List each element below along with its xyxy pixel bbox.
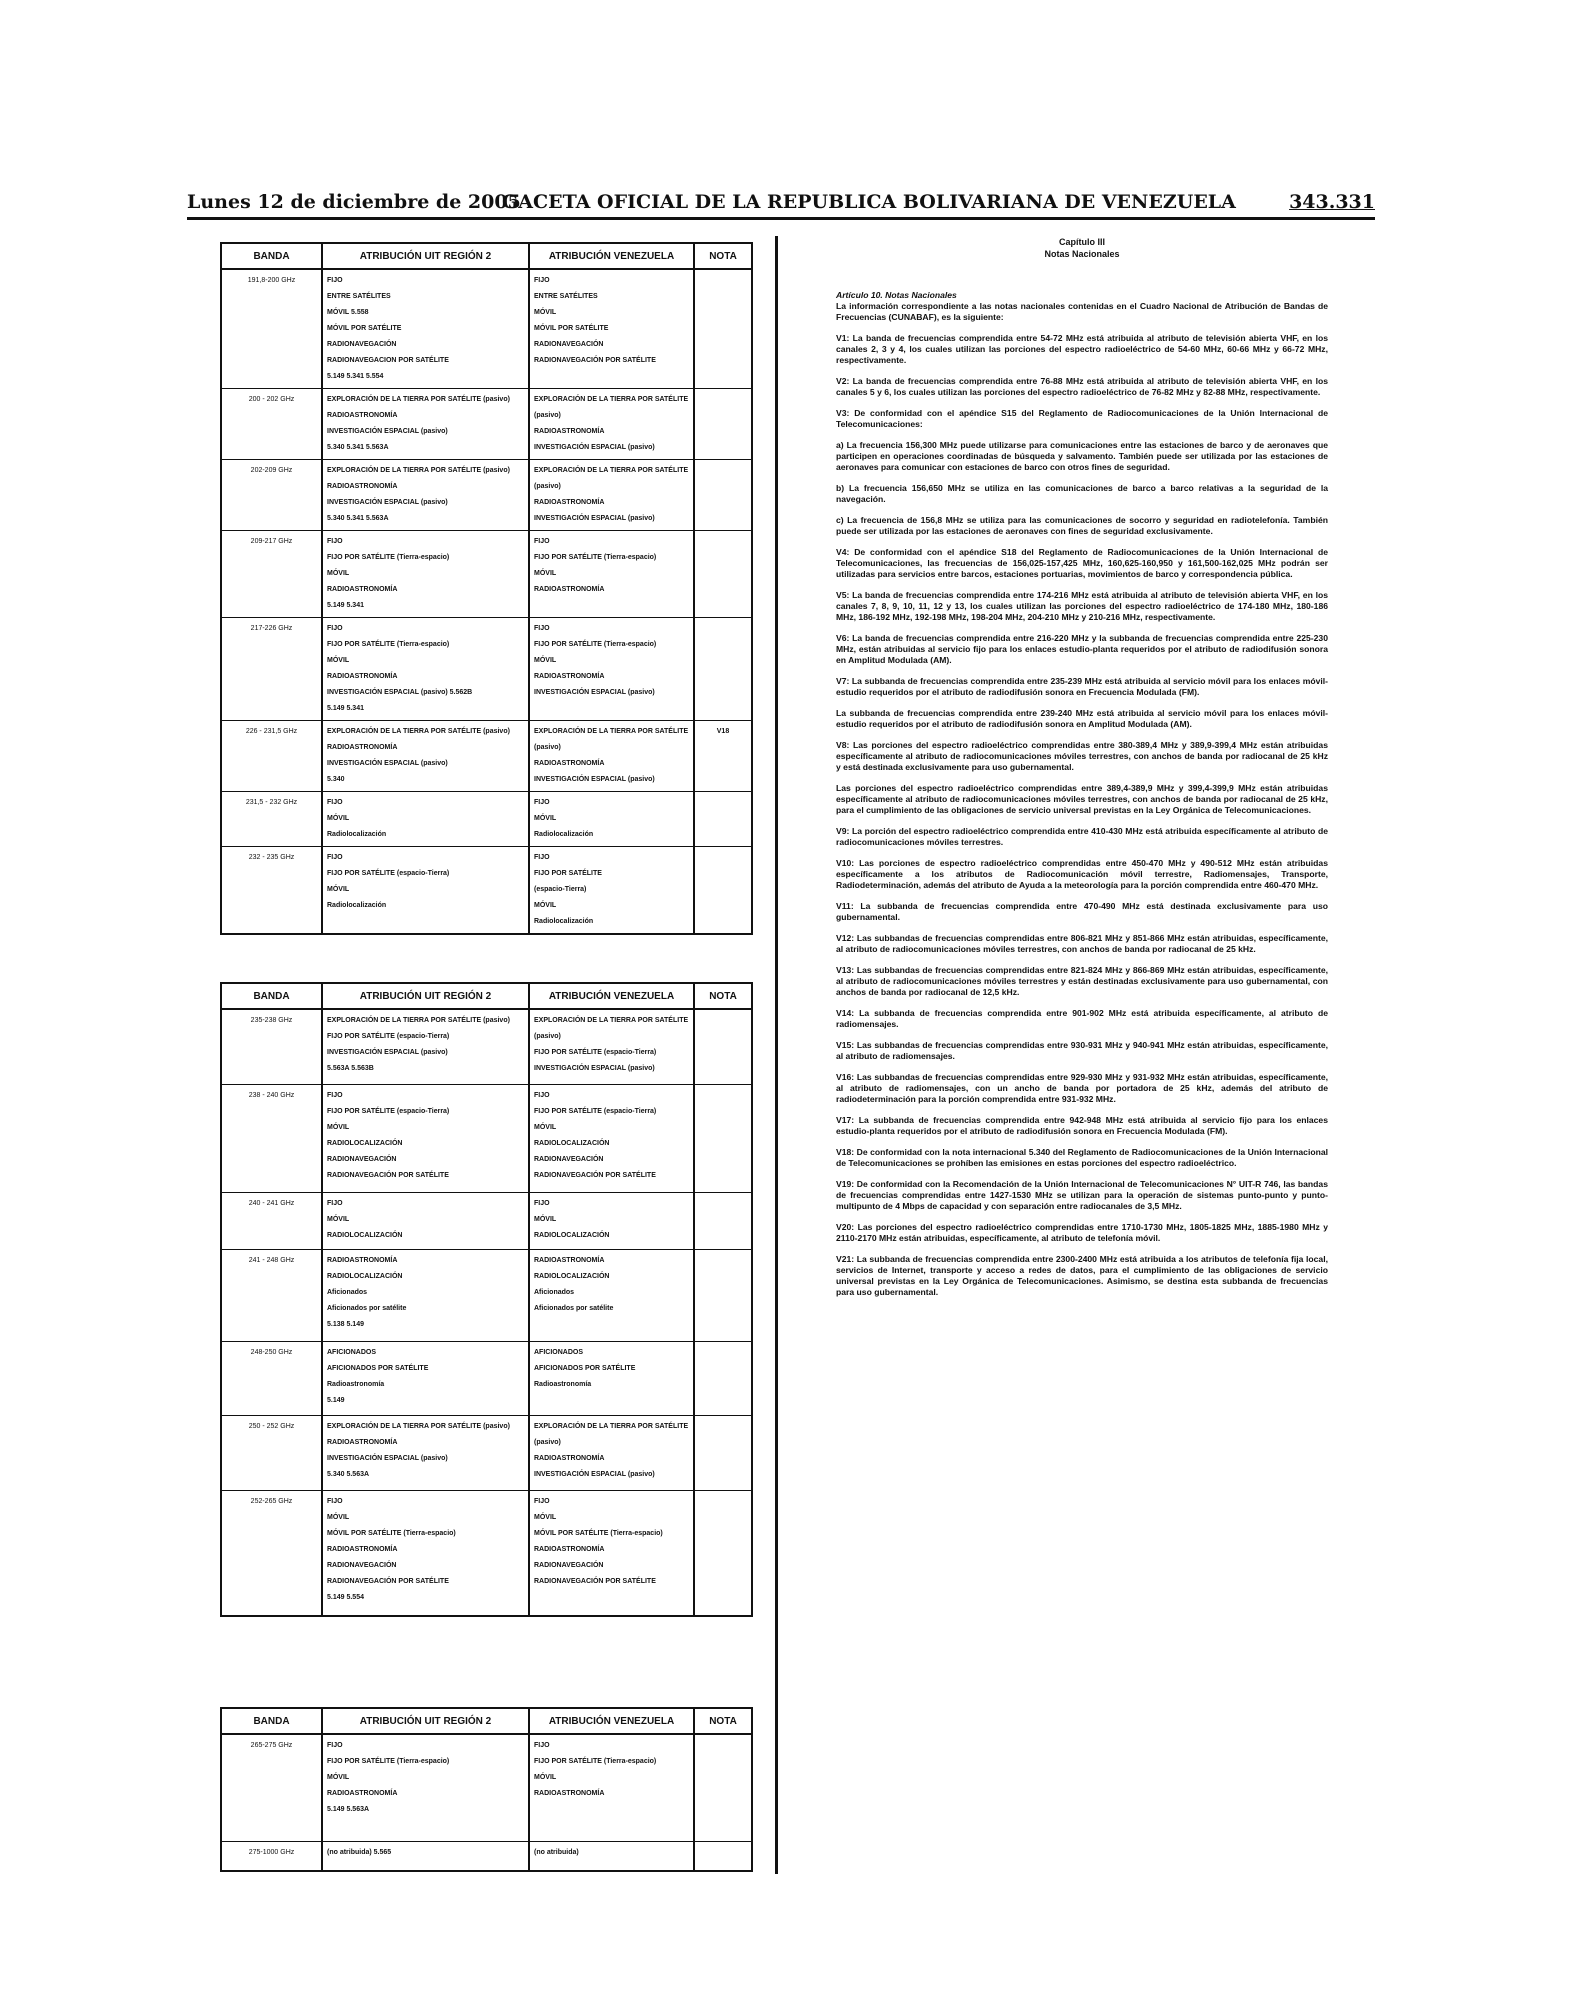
band-cell: 217-226 GHz: [221, 618, 322, 721]
article-intro: La información correspondiente a las notas nacionales contenidas en el Cuadro Nacional de Atribución de Bandas de Frecuencias (CUNABAF), es la siguiente:: [836, 301, 1328, 322]
allocation-line: MÓVIL: [327, 1123, 350, 1131]
band-cell: 235-238 GHz: [221, 1009, 322, 1084]
allocation-line: MÓVIL: [534, 1215, 557, 1223]
nota-cell: [694, 269, 752, 389]
table-row: [221, 1084, 752, 1192]
allocation-line: 5.149: [327, 1396, 345, 1404]
col-header-nota: NOTA: [694, 1708, 752, 1734]
allocation-line: RADIONAVEGACION POR SATÉLITE: [327, 357, 449, 364]
allocation-line: Radioastronomía: [534, 1380, 592, 1388]
note-paragraph: a) La frecuencia 156,300 MHz puede utilizarse para comunicaciones entre las estaciones de barco y de aeronaves que participen en operaciones coordinadas de búsqueda y salvamento. También puede ser utilizada por las estaciones de aeronaves para comunicar con estaciones de barco con otros fines de seguridad.: [836, 440, 1328, 472]
allocation-line: RADIOLOCALIZACIÓN: [534, 1231, 610, 1239]
table-row: [221, 531, 752, 618]
allocation-line: RADIOLOCALIZACIÓN: [534, 1273, 610, 1281]
allocation-line: RADIOASTRONOMÍA: [327, 412, 398, 419]
allocation-line: EXPLORACIÓN DE LA TIERRA POR SATÉLITE (pasivo): [534, 396, 689, 419]
allocation-line: RADIONAVEGACIÓN: [327, 1561, 397, 1569]
allocation-line: FIJO: [534, 1091, 550, 1099]
allocation-line: RADIOASTRONOMÍA: [534, 760, 605, 767]
note-paragraph: c) La frecuencia de 156,8 MHz se utiliza para las comunicaciones de socorro y seguridad en radiotelefonía. También puede ser utilizada por las estaciones de aeronaves con fines de seguridad exclusivamente.: [836, 515, 1328, 536]
article-title: Artículo 10. Notas Nacionales: [836, 290, 957, 300]
col-header-band: BANDA: [221, 243, 322, 269]
col-header-vzla: ATRIBUCIÓN VENEZUELA: [529, 243, 694, 269]
allocation-line: 5.149 5.563A: [327, 1806, 370, 1813]
allocation-line: FIJO POR SATÉLITE (espacio-Tierra): [327, 1033, 450, 1040]
uit-allocation-cell: [322, 460, 529, 531]
table-row: [221, 618, 752, 721]
allocation-line: AFICIONADOS: [327, 1348, 376, 1356]
allocation-line: FIJO POR SATÉLITE (espacio-Tierra): [534, 1049, 657, 1056]
allocation-line: FIJO: [534, 277, 550, 284]
nota-cell: [694, 1009, 752, 1084]
col-header-vzla: ATRIBUCIÓN VENEZUELA: [529, 1708, 694, 1734]
band-cell: 226 - 231,5 GHz: [221, 721, 322, 792]
allocation-line: 5.563A 5.563B: [327, 1065, 374, 1072]
allocation-line: 5.340 5.563A: [327, 1471, 370, 1479]
venezuela-allocation-cell: [529, 1009, 694, 1084]
col-header-uit: ATRIBUCIÓN UIT REGIÓN 2: [322, 983, 529, 1009]
band-cell: 250 - 252 GHz: [221, 1416, 322, 1491]
header-date: Lunes 12 de diciembre de 2005: [187, 191, 521, 213]
allocation-line: INVESTIGACIÓN ESPACIAL (pasivo) 5.562B: [327, 689, 473, 696]
allocation-line: RADIOLOCALIZACIÓN: [327, 1273, 403, 1281]
article-block: [836, 290, 1328, 323]
allocation-line: MÓVIL: [534, 1774, 557, 1781]
allocation-line: RADIOASTRONOMÍA: [534, 1257, 605, 1265]
uit-allocation-cell: [322, 1084, 529, 1192]
allocation-line: FIJO POR SATÉLITE: [534, 870, 602, 877]
table-row: [221, 847, 752, 935]
venezuela-allocation-cell: [529, 269, 694, 389]
allocation-line: MÓVIL POR SATÉLITE (Tierra-espacio): [327, 1529, 456, 1537]
table-row: [221, 1416, 752, 1491]
allocation-line: FIJO POR SATÉLITE (Tierra-espacio): [534, 1758, 657, 1765]
allocation-line: FIJO POR SATÉLITE (Tierra-espacio): [534, 641, 657, 648]
allocation-line: EXPLORACIÓN DE LA TIERRA POR SATÉLITE (pasivo): [534, 728, 689, 751]
allocation-line: MÓVIL: [534, 657, 557, 664]
note-paragraph: V7: La subbanda de frecuencias comprendida entre 235-239 MHz está atribuida al servicio móvil para los enlaces móvil-estudio requeridos por el atributo de radiodifusión sonora en Frecuencia Modulada (FM).: [836, 676, 1328, 697]
column-divider: [775, 236, 778, 1874]
allocation-line: MÓVIL POR SATÉLITE: [327, 325, 402, 332]
table-row: [221, 389, 752, 460]
allocation-line: RADIOASTRONOMÍA: [327, 1439, 398, 1447]
allocation-line: FIJO POR SATÉLITE (Tierra-espacio): [327, 554, 450, 561]
col-header-vzla: ATRIBUCIÓN VENEZUELA: [529, 983, 694, 1009]
allocation-line: AFICIONADOS POR SATÉLITE: [534, 1364, 636, 1372]
venezuela-allocation-cell: [529, 1341, 694, 1416]
table-header-row: [221, 243, 752, 269]
allocation-line: RADIOASTRONOMÍA: [327, 1257, 398, 1265]
allocation-line: MÓVIL: [534, 902, 557, 909]
allocation-line: INVESTIGACIÓN ESPACIAL (pasivo): [327, 1455, 448, 1463]
allocation-line: FIJO: [534, 1199, 550, 1207]
uit-allocation-cell: [322, 792, 529, 847]
band-table-1: [220, 242, 753, 935]
band-cell: 248-250 GHz: [221, 1341, 322, 1416]
nota-cell: [694, 1084, 752, 1192]
venezuela-allocation-cell: [529, 1842, 694, 1871]
allocation-line: Radiolocalización: [327, 831, 387, 838]
allocation-line: Radiolocalización: [327, 902, 387, 909]
uit-allocation-cell: [322, 1416, 529, 1491]
allocation-line: MÓVIL: [534, 1123, 557, 1131]
table-row: [221, 792, 752, 847]
allocation-line: RADIOASTRONOMÍA: [534, 586, 605, 593]
band-cell: 275-1000 GHz: [221, 1842, 322, 1871]
allocation-line: MÓVIL: [534, 570, 557, 577]
note-paragraph: b) La frecuencia 156,650 MHz se utiliza en las comunicaciones de barco a barco relativas a la seguridad de la navegación.: [836, 483, 1328, 504]
allocation-line: RADIONAVEGACIÓN: [534, 1155, 604, 1163]
allocation-line: FIJO POR SATÉLITE (Tierra-espacio): [327, 1758, 450, 1765]
venezuela-allocation-cell: [529, 1250, 694, 1341]
note-paragraph: V10: Las porciones de espectro radioeléctrico comprendidas entre 450-470 MHz y 490-512 MHz están atribuidas específicamente a los atributos de Radiocomunicación móvil terrestre, Radiomensajes, Transporte, Radiodeterminación, además del atributo de Ayuda a la meteorología para la porción comprendida entre 460-470 MHz.: [836, 858, 1328, 890]
uit-allocation-cell: [322, 847, 529, 935]
venezuela-allocation-cell: [529, 618, 694, 721]
note-paragraph: V16: Las subbandas de frecuencias comprendidas entre 929-930 MHz y 931-932 MHz están atribuidas, específicamente, al atributo de radiomensajes, con un ancho de banda por portadora de 25 kHz, además del atributo de radiodeterminación para la porción comprendida entre 931-932 MHz.: [836, 1072, 1328, 1104]
nota-cell: [694, 1250, 752, 1341]
col-header-uit: ATRIBUCIÓN UIT REGIÓN 2: [322, 243, 529, 269]
uit-allocation-cell: [322, 1341, 529, 1416]
note-paragraph: V12: Las subbandas de frecuencias comprendidas entre 806-821 MHz y 851-866 MHz están atribuidas, específicamente, al atributo de radiocomunicaciones móviles terrestres, con anchos de banda por radiocanal de 25 kHz.: [836, 933, 1328, 954]
chapter-subtitle: Notas Nacionales: [1044, 249, 1120, 259]
allocation-line: INVESTIGACIÓN ESPACIAL (pasivo): [327, 499, 448, 506]
venezuela-allocation-cell: [529, 1734, 694, 1842]
allocation-line: EXPLORACIÓN DE LA TIERRA POR SATÉLITE (pasivo): [327, 396, 510, 403]
allocation-line: ENTRE SATÉLITES: [327, 293, 391, 300]
note-paragraph: V1: La banda de frecuencias comprendida entre 54-72 MHz está atribuida al atributo de televisión abierta VHF, en los canales 2, 3 y 4, los cuales utilizan las porciones del espectro radioeléctrico de 54-60 MHz, 60-66 MHz y 66-72 MHz, respectivamente.: [836, 333, 1328, 365]
note-paragraph: Las porciones del espectro radioeléctrico comprendidas entre 389,4-389,9 MHz y 399,4-399,9 MHz están atribuidas específicamente al atributo de radiocomunicaciones móviles terrestres, con anchos de banda por radiocanal de 25 kHz, para el cumplimiento de las obligaciones de servicio universal previstas en la Ley Orgánica de Telecomunicaciones.: [836, 783, 1328, 815]
allocation-line: AFICIONADOS: [534, 1348, 583, 1356]
allocation-line: EXPLORACIÓN DE LA TIERRA POR SATÉLITE (pasivo): [534, 1423, 689, 1447]
allocation-line: FIJO: [534, 538, 550, 545]
nota-cell: [694, 1416, 752, 1491]
note-paragraph: La subbanda de frecuencias comprendida entre 239-240 MHz está atribuida al servicio móvil para los enlaces móvil-estudio requeridos por el atributo de radiodifusión sonora en Amplitud Modulada (AM).: [836, 708, 1328, 729]
allocation-line: Aficionados: [327, 1289, 368, 1297]
note-paragraph: V8: Las porciones del espectro radioeléctrico comprendidas entre 380-389,4 MHz y 389,9-399,4 MHz están atribuidas específicamente al atributo de radiocomunicaciones móviles terrestres, con anchos de banda por radiocanal de 25 kHz y está destinada exclusivamente para uso gubernamental.: [836, 740, 1328, 772]
note-paragraphs: [836, 333, 1328, 1298]
note-paragraph: V18: De conformidad con la nota internacional 5.340 del Reglamento de Radiocomunicaciones de la Unión Internacional de Telecomunicaciones se prohíben las emisiones en estas porciones del espectro radioeléctrico.: [836, 1147, 1328, 1168]
table-row: [221, 1341, 752, 1416]
uit-allocation-cell: [322, 721, 529, 792]
allocation-line: FIJO POR SATÉLITE (Tierra-espacio): [534, 554, 657, 561]
allocation-line: 5.340 5.341 5.563A: [327, 444, 389, 451]
allocation-line: INVESTIGACIÓN ESPACIAL (pasivo): [327, 1049, 448, 1056]
band-table-2: [220, 982, 753, 1617]
allocation-line: FIJO: [327, 1091, 343, 1099]
col-header-uit: ATRIBUCIÓN UIT REGIÓN 2: [322, 1708, 529, 1734]
allocation-line: RADIOASTRONOMÍA: [327, 586, 398, 593]
note-paragraph: V19: De conformidad con la Recomendación de la Unión Internacional de Telecomunicaciones N° UIT-R 746, las bandas de frecuencias comprendidas entre 1427-1530 MHz se utilizan para la operación de sistemas punto-punto y punto-multipunto de 4 Mbps de capacidad y con separación entre radiocanales de 3,5 MHz.: [836, 1179, 1328, 1211]
venezuela-allocation-cell: [529, 460, 694, 531]
venezuela-allocation-cell: [529, 792, 694, 847]
table-row: [221, 1192, 752, 1250]
venezuela-allocation-cell: [529, 721, 694, 792]
venezuela-allocation-cell: [529, 1192, 694, 1250]
allocation-line: MÓVIL POR SATÉLITE: [534, 325, 609, 332]
allocation-line: 5.149 5.341: [327, 705, 364, 712]
nota-cell: [694, 1341, 752, 1416]
allocation-line: RADIONAVEGACIÓN POR SATÉLITE: [327, 1577, 449, 1585]
allocation-line: RADIOASTRONOMÍA: [534, 499, 605, 506]
table-row: [221, 1009, 752, 1084]
allocation-line: MÓVIL: [327, 815, 350, 822]
allocation-line: INVESTIGACIÓN ESPACIAL (pasivo): [327, 428, 448, 435]
allocation-line: Radioastronomía: [327, 1380, 385, 1388]
band-cell: 202-209 GHz: [221, 460, 322, 531]
note-paragraph: V11: La subbanda de frecuencias comprendida entre 470-490 MHz está destinada exclusivamente para uso gubernamental.: [836, 901, 1328, 922]
chapter-title: Capítulo III: [1059, 237, 1105, 247]
allocation-line: RADIOASTRONOMÍA: [534, 673, 605, 680]
band-cell: 238 - 240 GHz: [221, 1084, 322, 1192]
allocation-line: MÓVIL: [327, 1215, 350, 1223]
allocation-line: RADIOLOCALIZACIÓN: [327, 1139, 403, 1147]
allocation-line: FIJO POR SATÉLITE (espacio-Tierra): [327, 870, 450, 877]
allocation-line: MÓVIL: [327, 1774, 350, 1781]
allocation-line: EXPLORACIÓN DE LA TIERRA POR SATÉLITE (pasivo): [327, 1423, 510, 1431]
venezuela-allocation-cell: [529, 847, 694, 935]
allocation-line: EXPLORACIÓN DE LA TIERRA POR SATÉLITE (pasivo): [327, 1017, 510, 1024]
band-cell: 200 - 202 GHz: [221, 389, 322, 460]
header-page-number: 343.331: [1289, 191, 1375, 213]
band-cell: 191,8-200 GHz: [221, 269, 322, 389]
allocation-line: INVESTIGACIÓN ESPACIAL (pasivo): [534, 1471, 655, 1479]
col-header-nota: NOTA: [694, 983, 752, 1009]
nota-cell: [694, 460, 752, 531]
table-row: [221, 1490, 752, 1616]
uit-allocation-cell: [322, 531, 529, 618]
allocation-line: RADIONAVEGACIÓN POR SATÉLITE: [534, 1171, 656, 1179]
col-header-band: BANDA: [221, 983, 322, 1009]
allocation-line: FIJO: [327, 538, 343, 545]
allocation-line: MÓVIL: [327, 886, 350, 893]
allocation-line: RADIOASTRONOMÍA: [534, 1545, 605, 1553]
allocation-line: FIJO: [327, 1199, 343, 1207]
allocation-line: INVESTIGACIÓN ESPACIAL (pasivo): [534, 515, 655, 522]
uit-allocation-cell: [322, 269, 529, 389]
page-header: [187, 187, 1375, 220]
allocation-line: INVESTIGACIÓN ESPACIAL (pasivo): [534, 444, 655, 451]
allocation-line: RADIONAVEGACIÓN: [534, 1561, 604, 1569]
uit-allocation-cell: [322, 1490, 529, 1616]
allocation-line: FIJO: [534, 1497, 550, 1505]
nota-cell: [694, 1734, 752, 1842]
allocation-line: MÓVIL: [327, 570, 350, 577]
allocation-line: 5.138 5.149: [327, 1321, 364, 1329]
allocation-line: RADIOLOCALIZACIÓN: [534, 1139, 610, 1147]
note-paragraph: V20: Las porciones del espectro radioeléctrico comprendidas entre 1710-1730 MHz, 1805-1825 MHz, 1885-1980 MHz y 2110-2170 MHz están atribuidas, específicamente, al atributo de telefonía móvil.: [836, 1222, 1328, 1243]
header-title: GACETA OFICIAL DE LA REPUBLICA BOLIVARIANA DE VENEZUELA: [502, 191, 1236, 213]
note-paragraph: V5: La banda de frecuencias comprendida entre 174-216 MHz está atribuida al atributo de televisión abierta VHF, en los canales 7, 8, 9, 10, 11, 12 y 13, los cuales utilizan las porciones del espectro radioeléctrico de 174-180 MHz, 180-186 MHz, 186-192 MHz, 192-198 MHz, 198-204 MHz, 204-210 MHz y 210-216 MHz, respectivamente.: [836, 590, 1328, 622]
allocation-line: FIJO POR SATÉLITE (espacio-Tierra): [534, 1107, 657, 1115]
allocation-line: 5.149 5.341 5.554: [327, 373, 384, 380]
allocation-line: FIJO: [534, 625, 550, 632]
allocation-line: MÓVIL POR SATÉLITE (Tierra-espacio): [534, 1529, 663, 1537]
allocation-line: INVESTIGACIÓN ESPACIAL (pasivo): [327, 760, 448, 767]
venezuela-allocation-cell: [529, 1084, 694, 1192]
note-paragraph: V9: La porción del espectro radioeléctrico comprendida entre 410-430 MHz está atribuida específicamente al atributo de radiocomunicaciones móviles terrestres.: [836, 826, 1328, 847]
col-header-nota: NOTA: [694, 243, 752, 269]
uit-allocation-cell: [322, 1009, 529, 1084]
band-cell: 209-217 GHz: [221, 531, 322, 618]
nota-cell: [694, 792, 752, 847]
venezuela-allocation-cell: [529, 1416, 694, 1491]
table-row: [221, 721, 752, 792]
note-paragraph: V13: Las subbandas de frecuencias comprendidas entre 821-824 MHz y 866-869 MHz están atribuidas, específicamente, al atributo de radiocomunicaciones móviles terrestres y están destinadas exclusivamente para uso gubernamental, con anchos de banda por radiocanal de 12,5 kHz.: [836, 965, 1328, 997]
allocation-line: MÓVIL: [327, 657, 350, 664]
allocation-line: EXPLORACIÓN DE LA TIERRA POR SATÉLITE (pasivo): [534, 1017, 689, 1040]
allocation-line: RADIONAVEGACIÓN POR SATÉLITE: [327, 1171, 449, 1179]
allocation-line: MÓVIL: [534, 309, 557, 316]
allocation-line: RADIOASTRONOMÍA: [327, 1545, 398, 1553]
band-cell: 265-275 GHz: [221, 1734, 322, 1842]
allocation-line: RADIOASTRONOMÍA: [534, 1790, 605, 1797]
allocation-line: RADIOASTRONOMÍA: [534, 428, 605, 435]
allocation-line: RADIOASTRONOMÍA: [534, 1455, 605, 1463]
band-cell: 240 - 241 GHz: [221, 1192, 322, 1250]
allocation-line: FIJO: [327, 854, 343, 861]
allocation-line: Radiolocalización: [534, 831, 594, 838]
band-cell: 252-265 GHz: [221, 1490, 322, 1616]
allocation-line: RADIONAVEGACIÓN: [327, 1155, 397, 1163]
note-paragraph: V3: De conformidad con el apéndice S15 del Reglamento de Radiocomunicaciones de la Unión Internacional de Telecomunicaciones:: [836, 408, 1328, 429]
table-row: [221, 269, 752, 389]
allocation-line: FIJO POR SATÉLITE (espacio-Tierra): [327, 1107, 450, 1115]
allocation-line: 5.149 5.554: [327, 1593, 364, 1601]
venezuela-allocation-cell: [529, 531, 694, 618]
band-cell: 241 - 248 GHz: [221, 1250, 322, 1341]
uit-allocation-cell: [322, 389, 529, 460]
note-paragraph: V15: Las subbandas de frecuencias comprendidas entre 930-931 MHz y 940-941 MHz están atribuidas, específicamente, al atributo de radiomensajes.: [836, 1040, 1328, 1061]
nota-cell: [694, 847, 752, 935]
band-table-3: [220, 1707, 753, 1872]
allocation-line: 5.149 5.341: [327, 602, 364, 609]
allocation-line: EXPLORACIÓN DE LA TIERRA POR SATÉLITE (pasivo): [327, 467, 510, 474]
allocation-line: RADIONAVEGACIÓN: [534, 341, 604, 348]
venezuela-allocation-cell: [529, 1490, 694, 1616]
allocation-line: RADIOASTRONOMÍA: [327, 744, 398, 751]
allocation-line: Radiolocalización: [534, 918, 594, 925]
allocation-line: Aficionados por satélite: [534, 1305, 614, 1313]
uit-allocation-cell: [322, 1250, 529, 1341]
nota-cell: [694, 1490, 752, 1616]
allocation-line: FIJO: [534, 799, 550, 806]
allocation-line: MÓVIL: [534, 1513, 557, 1521]
uit-allocation-cell: [322, 618, 529, 721]
allocation-line: INVESTIGACIÓN ESPACIAL (pasivo): [534, 689, 655, 696]
table-header-row: [221, 983, 752, 1009]
nota-cell: [694, 1192, 752, 1250]
uit-allocation-cell: [322, 1192, 529, 1250]
note-paragraph: V14: La subbanda de frecuencias comprendida entre 901-902 MHz está atribuida específicamente, al atributo de radiomensajes.: [836, 1008, 1328, 1029]
nota-cell: [694, 389, 752, 460]
col-header-band: BANDA: [221, 1708, 322, 1734]
venezuela-allocation-cell: [529, 389, 694, 460]
note-paragraph: V4: De conformidad con el apéndice S18 del Reglamento de Radiocomunicaciones de la Unión Internacional de Telecomunicaciones, las frecuencias de 156,025-157,425 MHz, 160,625-160,950 y 161,500-162,025 MHz podrán ser utilizadas para servicios entre barcos, estaciones portuarias, movimientos de barco y correspondencia pública.: [836, 547, 1328, 579]
allocation-line: Aficionados: [534, 1289, 575, 1297]
allocation-line: RADIONAVEGACIÓN POR SATÉLITE: [534, 357, 656, 364]
allocation-line: (no atribuida) 5.565: [327, 1849, 392, 1857]
allocation-line: (espacio-Tierra): [534, 886, 587, 893]
allocation-line: FIJO: [327, 277, 343, 284]
allocation-line: MÓVIL: [534, 815, 557, 822]
note-paragraph: V21: La subbanda de frecuencias comprendida entre 2300-2400 MHz está atribuida a los atributos de telefonía fija local, servicios de Internet, transporte y acceso a redes de datos, para el cumplimiento de las obligaciones de servicio universal previstas en la Ley Orgánica de Telecomunicaciones. Asimismo, se destina esta subbanda de frecuencias para uso gubernamental.: [836, 1254, 1328, 1297]
table-row: [221, 460, 752, 531]
table-row: [221, 1734, 752, 1842]
nota-cell: [694, 1842, 752, 1871]
allocation-line: AFICIONADOS POR SATÉLITE: [327, 1364, 429, 1372]
uit-allocation-cell: [322, 1734, 529, 1842]
allocation-line: RADIONAVEGACIÓN POR SATÉLITE: [534, 1577, 656, 1585]
allocation-line: FIJO: [327, 1497, 343, 1505]
allocation-line: EXPLORACIÓN DE LA TIERRA POR SATÉLITE (pasivo): [327, 728, 510, 735]
table-row: [221, 1842, 752, 1871]
allocation-line: FIJO: [534, 1742, 550, 1749]
allocation-line: RADIOASTRONOMÍA: [327, 483, 398, 490]
allocation-line: MÓVIL: [327, 1513, 350, 1521]
allocation-line: FIJO: [327, 625, 343, 632]
allocation-line: RADIONAVEGACIÓN: [327, 341, 397, 348]
band-cell: 231,5 - 232 GHz: [221, 792, 322, 847]
allocation-line: FIJO: [327, 1742, 343, 1749]
nota-cell: V18: [694, 721, 752, 792]
note-paragraph: V17: La subbanda de frecuencias comprendida entre 942-948 MHz está atribuida al servicio fijo para los enlaces estudio-planta requeridos por el atributo de radiodifusión sonora en Frecuencia Modulada (FM).: [836, 1115, 1328, 1136]
allocation-line: INVESTIGACIÓN ESPACIAL (pasivo): [534, 1065, 655, 1072]
allocation-line: FIJO: [327, 799, 343, 806]
uit-allocation-cell: [322, 1842, 529, 1871]
allocation-line: (no atribuida): [534, 1849, 579, 1857]
allocation-line: EXPLORACIÓN DE LA TIERRA POR SATÉLITE (pasivo): [534, 467, 689, 490]
table-header-row: [221, 1708, 752, 1734]
allocation-line: RADIOASTRONOMÍA: [327, 1790, 398, 1797]
nota-cell: [694, 618, 752, 721]
band-cell: 232 - 235 GHz: [221, 847, 322, 935]
allocation-line: RADIOASTRONOMÍA: [327, 673, 398, 680]
allocation-line: RADIOLOCALIZACIÓN: [327, 1231, 403, 1239]
allocation-line: 5.340 5.341 5.563A: [327, 515, 389, 522]
allocation-line: INVESTIGACIÓN ESPACIAL (pasivo): [534, 776, 655, 783]
notes-column: [836, 236, 1328, 1308]
allocation-line: FIJO POR SATÉLITE (Tierra-espacio): [327, 641, 450, 648]
allocation-line: 5.340: [327, 776, 345, 783]
note-paragraph: V6: La banda de frecuencias comprendida entre 216-220 MHz y la subbanda de frecuencias comprendida entre 225-230 MHz, están atribuidas al servicio fijo para los enlaces estudio-planta requeridos por el atributo de radiodifusión sonora en Amplitud Modulada (AM).: [836, 633, 1328, 665]
nota-cell: [694, 531, 752, 618]
allocation-line: ENTRE SATÉLITES: [534, 293, 598, 300]
allocation-line: Aficionados por satélite: [327, 1305, 407, 1313]
note-paragraph: V2: La banda de frecuencias comprendida entre 76-88 MHz está atribuida al atributo de televisión abierta VHF, en los canales 5 y 6, los cuales utilizan las porciones del espectro radioeléctrico de 76-82 MHz y 82-88 MHz, respectivamente.: [836, 376, 1328, 397]
table-row: [221, 1250, 752, 1341]
allocation-line: FIJO: [534, 854, 550, 861]
allocation-line: MÓVIL 5.558: [327, 309, 369, 316]
